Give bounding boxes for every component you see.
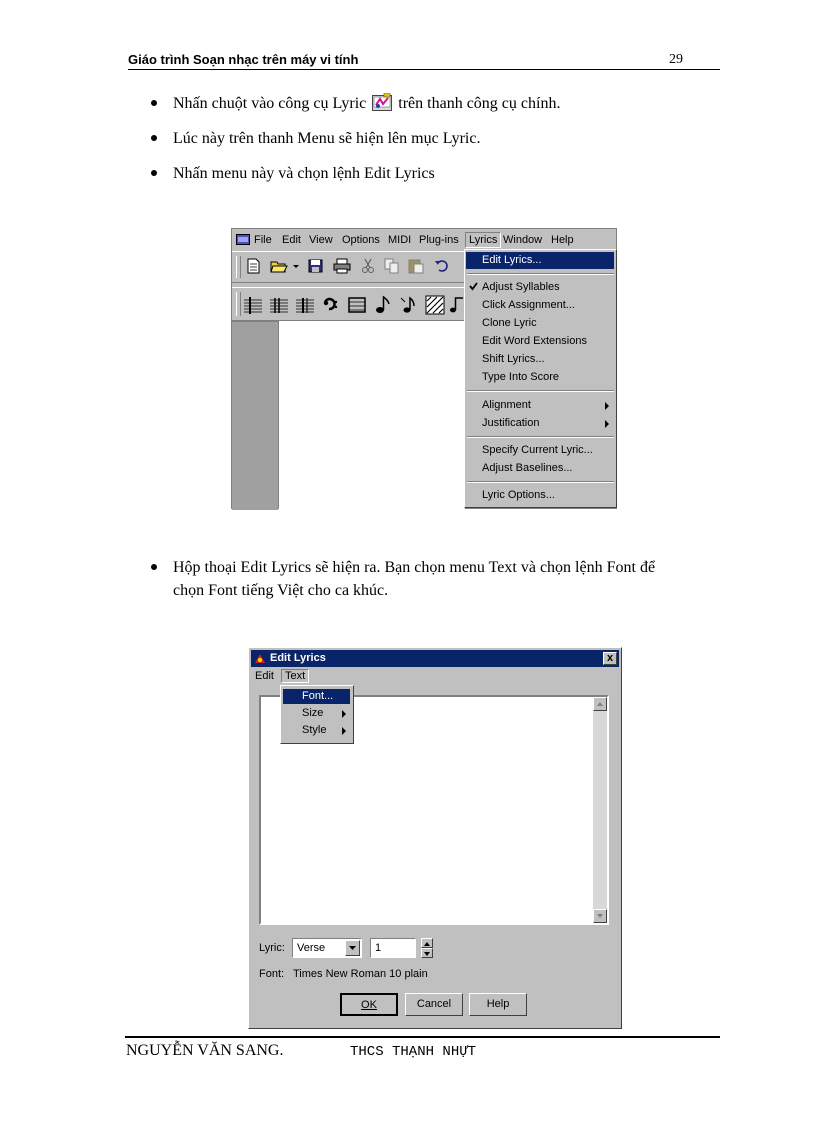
spinner-down-icon: [422, 950, 432, 958]
scroll-down-button[interactable]: [593, 909, 607, 923]
vertical-scrollbar[interactable]: [593, 697, 607, 923]
cancel-button[interactable]: [405, 993, 463, 1016]
lyric-type-value: Verse: [297, 942, 326, 954]
lyric-number-down-button[interactable]: [421, 948, 433, 958]
text-menu-item-font[interactable]: Font...: [302, 690, 334, 702]
dialog-menu-edit[interactable]: Edit: [255, 670, 274, 682]
bullet-dot: [151, 100, 157, 106]
dropdown-arrow-icon[interactable]: [289, 258, 307, 274]
bullet-2-text: Lúc này trên thanh Menu sẽ hiện lên mục Lyric.: [173, 130, 481, 147]
menu-help[interactable]: Help: [551, 234, 574, 246]
cut-icon[interactable]: [359, 258, 377, 274]
menu-separator: [467, 436, 614, 438]
lyric-number-value: 1: [375, 942, 382, 954]
menu-options[interactable]: Options: [342, 234, 380, 246]
hyperscribe-icon[interactable]: [425, 295, 445, 315]
clef-tool-icon[interactable]: [321, 295, 341, 315]
submenu-arrow-icon: [342, 710, 346, 718]
footer-rule: [125, 1036, 720, 1038]
edit-lyrics-dialog: [248, 647, 622, 1029]
document-area: [278, 321, 465, 509]
menu-separator: [467, 273, 614, 275]
bullet-1-text-before: Nhấn chuột vào công cụ Lyric: [173, 95, 367, 112]
spinner-up-icon: [422, 940, 432, 948]
measure-tool-icon[interactable]: [347, 295, 367, 315]
lyric-tool-icon: [372, 93, 392, 111]
dialog-title-bar: [251, 650, 619, 667]
submenu-arrow-icon: [342, 727, 346, 735]
main-toolbar: [232, 251, 464, 283]
simple-entry-icon[interactable]: [373, 295, 393, 315]
lyric-number-input[interactable]: [370, 938, 416, 958]
menu-item-clone-lyric[interactable]: Clone Lyric: [482, 317, 537, 329]
key-signature-icon[interactable]: [269, 295, 289, 315]
bullet-1-text-after: trên thanh công cụ chính.: [398, 95, 561, 112]
toolbar-grip: [236, 256, 241, 278]
menu-item-edit-word-extensions[interactable]: Edit Word Extensions: [482, 335, 587, 347]
menu-separator: [467, 390, 614, 392]
undo-icon[interactable]: [433, 258, 451, 274]
paste-icon[interactable]: [407, 258, 425, 274]
check-icon: [469, 282, 478, 291]
font-value: Times New Roman 10 plain: [293, 968, 428, 980]
app-icon: [236, 234, 250, 245]
submenu-arrow-icon: [605, 420, 609, 428]
footer-author: NGUYỄN VĂN SANG.: [126, 1042, 284, 1059]
save-icon[interactable]: [307, 258, 325, 274]
menu-plugins[interactable]: Plug-ins: [419, 234, 459, 246]
speedy-entry-icon[interactable]: [399, 295, 419, 315]
new-file-icon[interactable]: [245, 258, 263, 274]
menu-item-justification[interactable]: Justification: [482, 417, 540, 429]
page-header: [128, 50, 720, 70]
scroll-up-arrow-icon: [594, 698, 606, 710]
help-button[interactable]: [469, 993, 527, 1016]
menu-item-shift-lyrics[interactable]: Shift Lyrics...: [482, 353, 545, 365]
menu-item-click-assignment[interactable]: Click Assignment...: [482, 299, 575, 311]
menu-view[interactable]: View: [309, 234, 333, 246]
document-margin: [232, 321, 278, 510]
ok-button-label: OK: [361, 999, 377, 1011]
lyric-number-up-button[interactable]: [421, 938, 433, 948]
menu-item-alignment[interactable]: Alignment: [482, 399, 531, 411]
menu-separator: [467, 481, 614, 483]
menu-window[interactable]: Window: [503, 234, 543, 246]
menu-edit[interactable]: Edit: [282, 234, 301, 246]
menu-midi[interactable]: MIDI: [388, 234, 412, 246]
menu-lyrics[interactable]: Lyrics: [465, 232, 501, 248]
text-menu-dropdown: [280, 685, 354, 744]
scroll-down-arrow-icon: [594, 910, 606, 922]
lyrics-menu: [464, 249, 617, 508]
close-button[interactable]: x: [603, 652, 617, 665]
menu-item-type-into-score[interactable]: Type Into Score: [482, 371, 560, 383]
ok-button[interactable]: [340, 993, 398, 1016]
bullet-4-line-1: Hộp thoại Edit Lyrics sẽ hiện ra. Bạn chọn menu Text và chọn lệnh Font để: [173, 559, 656, 576]
tuplet-tool-icon[interactable]: [449, 295, 463, 315]
submenu-arrow-icon: [605, 402, 609, 410]
scroll-up-button[interactable]: [593, 697, 607, 711]
text-menu-item-size[interactable]: Size: [302, 707, 324, 719]
print-icon[interactable]: [333, 258, 351, 274]
font-label: Font:: [259, 968, 285, 980]
menu-item-specify-current-lyric[interactable]: Specify Current Lyric...: [482, 444, 593, 456]
menu-item-edit-lyrics[interactable]: Edit Lyrics...: [482, 254, 542, 266]
header-title: Giáo trình Soạn nhạc trên máy vi tính: [128, 52, 359, 67]
menubar: [232, 229, 616, 251]
time-signature-icon[interactable]: [295, 295, 315, 315]
bullet-3-text: Nhấn menu này và chọn lệnh Edit Lyrics: [173, 165, 435, 182]
bullet-dot: [151, 564, 157, 570]
menu-item-adjust-baselines[interactable]: Adjust Baselines...: [482, 462, 573, 474]
menu-item-adjust-syllables[interactable]: Adjust Syllables: [482, 281, 560, 293]
finale-screenshot: [231, 228, 617, 509]
tool-palette: [232, 287, 464, 321]
toolbar-grip: [236, 292, 241, 316]
finale-app-icon: [253, 652, 267, 665]
lyric-type-dropdown-button[interactable]: [345, 940, 360, 956]
menu-file[interactable]: File: [254, 234, 272, 246]
lyric-type-select[interactable]: [292, 938, 362, 958]
text-menu-item-style[interactable]: Style: [302, 724, 327, 736]
copy-icon[interactable]: [383, 258, 401, 274]
staff-tool-icon[interactable]: [243, 295, 263, 315]
bullet-dot: [151, 135, 157, 141]
cancel-button-label: Cancel: [416, 998, 452, 1010]
bullet-dot: [151, 170, 157, 176]
lyric-label: Lyric:: [259, 942, 285, 954]
bullet-4-line-2: chọn Font tiếng Việt cho ca khúc.: [173, 582, 389, 599]
dialog-title: Edit Lyrics: [270, 652, 326, 664]
menu-item-lyric-options[interactable]: Lyric Options...: [482, 489, 555, 501]
help-button-label: Help: [486, 998, 510, 1010]
footer-school: THCS THẠNH NHỰT: [350, 1044, 477, 1060]
page-number: 29: [669, 52, 683, 67]
dialog-menu-text[interactable]: Text: [281, 669, 309, 683]
open-folder-icon[interactable]: [270, 258, 288, 274]
chevron-down-icon: [346, 941, 359, 955]
